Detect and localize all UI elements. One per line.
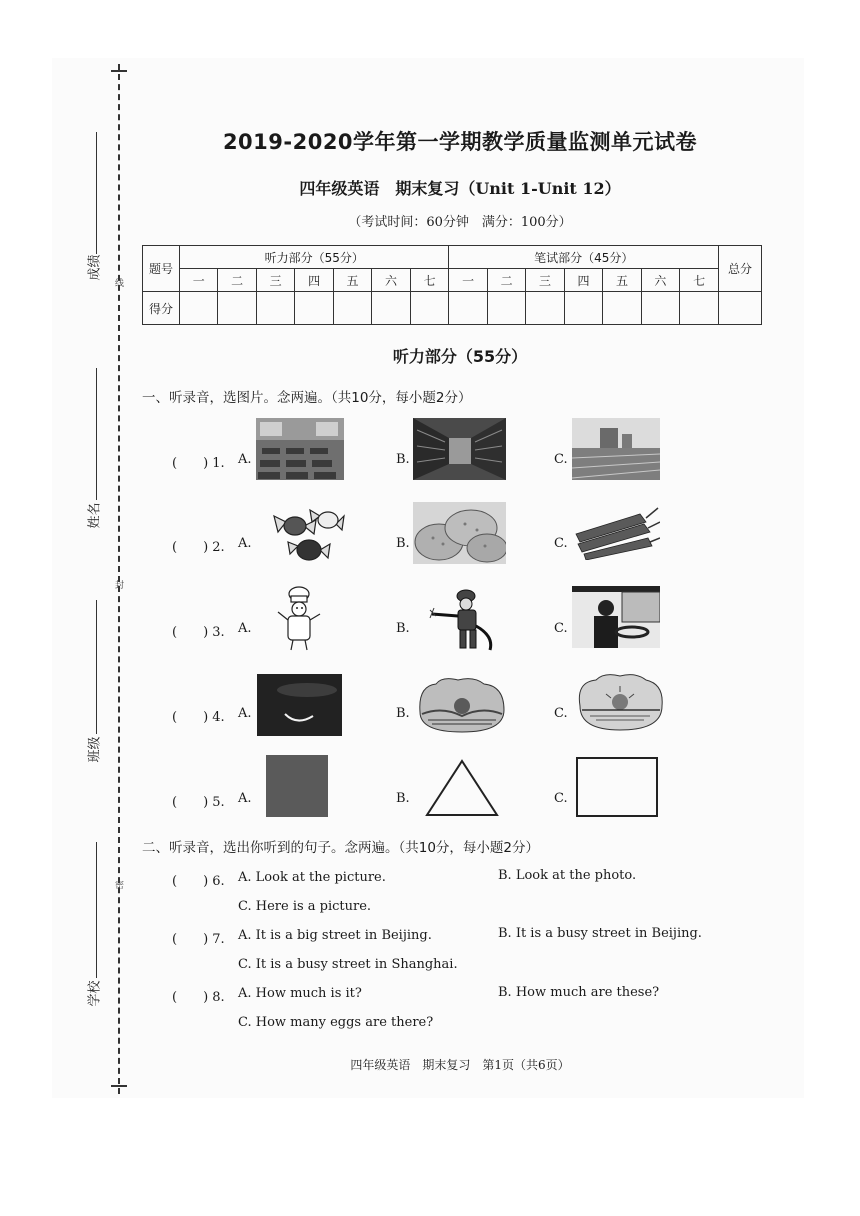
- score-cell[interactable]: [526, 292, 564, 325]
- cell-defen: 得分: [143, 292, 180, 325]
- q4-option-a-label: A.: [238, 706, 252, 721]
- exam-info: （考试时间：60分钟 满分：100分）: [348, 215, 572, 230]
- driver-picture[interactable]: [572, 586, 660, 648]
- cell-num-7: 七: [410, 269, 449, 292]
- q3-option-b-label: B.: [396, 621, 410, 636]
- q8-option-b[interactable]: B. How much are these?: [498, 985, 660, 1000]
- seal-char-mi: 密: [113, 880, 123, 889]
- cell-num-5: 五: [333, 269, 371, 292]
- street-picture[interactable]: [572, 418, 660, 480]
- rectangle-picture[interactable]: [576, 757, 658, 817]
- q2-option-b-label: B.: [396, 536, 410, 551]
- q7-number[interactable]: ( ) 7.: [172, 932, 225, 947]
- q5-option-a-label: A.: [238, 791, 252, 806]
- q1-number[interactable]: ( ) 1.: [172, 456, 225, 471]
- q5-number[interactable]: ( ) 5.: [172, 795, 225, 810]
- q1-option-b-label: B.: [396, 452, 410, 467]
- q5-option-b-label: B.: [396, 791, 410, 806]
- exam-title: 2019-2020学年第一学期教学质量监测单元试卷: [222, 130, 698, 154]
- cell-num-6: 六: [372, 269, 410, 292]
- cell-num-2: 二: [218, 269, 256, 292]
- q4-option-b-label: B.: [396, 706, 410, 721]
- carrots-picture[interactable]: [574, 504, 660, 560]
- score-cell[interactable]: [410, 292, 449, 325]
- q7-option-b[interactable]: B. It is a busy street in Beijing.: [498, 926, 702, 941]
- cell-wnum-6: 六: [641, 269, 679, 292]
- score-cell[interactable]: [564, 292, 602, 325]
- side-class-line: [96, 600, 97, 734]
- side-score-label: 成绩: [87, 254, 103, 281]
- q4-option-c-label: C.: [554, 706, 568, 721]
- exam-subtitle: 四年级英语 期末复习（Unit 1-Unit 12）: [299, 179, 621, 198]
- q6-option-c[interactable]: C. Here is a picture.: [238, 899, 372, 914]
- side-score-line: [96, 132, 97, 254]
- q3-number[interactable]: ( ) 3.: [172, 625, 225, 640]
- q2-option-a-label: A.: [238, 536, 252, 551]
- q2-number[interactable]: ( ) 2.: [172, 540, 225, 555]
- part1-heading: 一、听录音，选图片。念两遍。（共10分，每小题2分）: [142, 390, 472, 406]
- binding-cut-line: [118, 64, 120, 1094]
- cell-num-1: 一: [180, 269, 218, 292]
- firefighter-picture[interactable]: [428, 586, 498, 652]
- side-name-line: [96, 368, 97, 500]
- cut-mark-top: [111, 70, 127, 72]
- cell-wnum-4: 四: [564, 269, 602, 292]
- score-cell[interactable]: [603, 292, 641, 325]
- score-cell[interactable]: [333, 292, 371, 325]
- q1-option-c-label: C.: [554, 452, 568, 467]
- score-table: [142, 245, 762, 325]
- q8-number[interactable]: ( ) 8.: [172, 990, 225, 1005]
- score-cell[interactable]: [487, 292, 525, 325]
- cell-num-3: 三: [256, 269, 294, 292]
- side-class-label: 班级: [87, 736, 103, 763]
- cookies-picture[interactable]: [413, 502, 506, 564]
- q6-option-a[interactable]: A. Look at the picture.: [238, 870, 386, 885]
- side-school-label: 学校: [87, 980, 103, 1007]
- score-cell[interactable]: [449, 292, 487, 325]
- total-score-cell[interactable]: [719, 292, 762, 325]
- sun-setting-picture[interactable]: [576, 672, 664, 734]
- cell-num-4: 四: [295, 269, 333, 292]
- cook-picture[interactable]: [276, 586, 322, 652]
- side-school-line: [96, 842, 97, 978]
- cell-wnum-3: 三: [526, 269, 564, 292]
- q8-option-c[interactable]: C. How many eggs are there?: [238, 1015, 434, 1030]
- cell-wnum-7: 七: [680, 269, 719, 292]
- classroom-picture[interactable]: [256, 418, 344, 480]
- seal-char-xian: 线: [113, 278, 123, 287]
- cell-total: 总分: [719, 246, 762, 292]
- q7-option-c[interactable]: C. It is a busy street in Shanghai.: [238, 957, 458, 972]
- cell-tihao: 题号: [143, 246, 180, 292]
- score-cell[interactable]: [680, 292, 719, 325]
- side-name-label: 姓名: [87, 502, 103, 529]
- cell-wnum-2: 二: [487, 269, 525, 292]
- q2-option-c-label: C.: [554, 536, 568, 551]
- q5-option-c-label: C.: [554, 791, 568, 806]
- listening-section-title: 听力部分（55分）: [392, 347, 528, 366]
- cell-listening-head: 听力部分（55分）: [180, 246, 449, 269]
- page-footer: 四年级英语 期末复习 第1页（共6页）: [350, 1058, 570, 1072]
- q3-option-c-label: C.: [554, 621, 568, 636]
- sun-rising-picture[interactable]: [418, 676, 506, 736]
- score-cell[interactable]: [641, 292, 679, 325]
- q6-option-b[interactable]: B. Look at the photo.: [498, 868, 637, 883]
- cell-writing-head: 笔试部分（45分）: [449, 246, 719, 269]
- q3-option-a-label: A.: [238, 621, 252, 636]
- score-cell[interactable]: [295, 292, 333, 325]
- q6-number[interactable]: ( ) 6.: [172, 874, 225, 889]
- score-cell[interactable]: [372, 292, 410, 325]
- q1-option-a-label: A.: [238, 452, 252, 467]
- seal-char-feng: 封: [113, 580, 123, 589]
- score-cell[interactable]: [180, 292, 218, 325]
- cut-mark-bottom: [111, 1085, 127, 1087]
- moon-night-picture[interactable]: [257, 674, 342, 736]
- candy-picture[interactable]: [270, 502, 346, 564]
- score-cell[interactable]: [256, 292, 294, 325]
- q4-number[interactable]: ( ) 4.: [172, 710, 225, 725]
- cell-wnum-5: 五: [603, 269, 641, 292]
- dark-square-picture[interactable]: [266, 755, 328, 817]
- triangle-picture[interactable]: [424, 758, 500, 818]
- library-picture[interactable]: [413, 418, 506, 480]
- q8-option-a[interactable]: A. How much is it?: [238, 986, 362, 1001]
- cell-wnum-1: 一: [449, 269, 487, 292]
- part2-heading: 二、听录音，选出你听到的句子。念两遍。（共10分，每小题2分）: [142, 840, 540, 856]
- score-cell[interactable]: [218, 292, 256, 325]
- q7-option-a[interactable]: A. It is a big street in Beijing.: [238, 928, 432, 943]
